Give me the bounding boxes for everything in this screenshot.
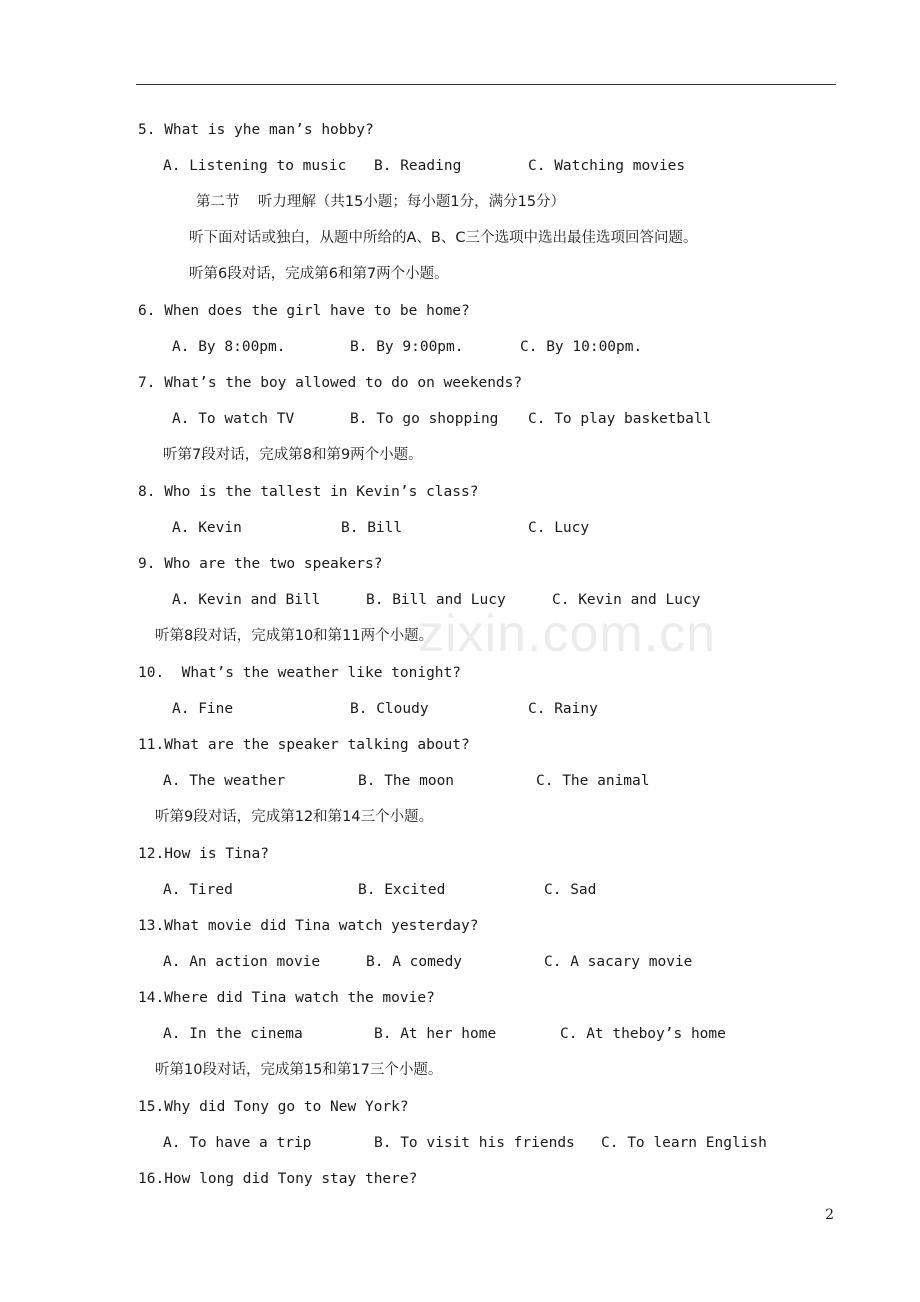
question-7-stem: 7. What’s the boy allowed to do on weekends? bbox=[138, 375, 523, 391]
question-9-option-b: B. Bill and Lucy bbox=[366, 592, 506, 608]
question-14-option-a: A. In the cinema bbox=[163, 1026, 303, 1042]
question-11-option-b: B. The moon bbox=[358, 773, 455, 789]
question-9-option-a: A. Kevin and Bill bbox=[172, 592, 321, 608]
question-12-option-c: C. Sad bbox=[544, 882, 597, 898]
question-10-option-c: C. Rainy bbox=[528, 701, 598, 717]
question-15-option-c: C. To learn English bbox=[601, 1135, 767, 1151]
question-13-option-b: B. A comedy bbox=[366, 954, 463, 970]
dialog-10-intro: 听第10段对话，完成第15和第17三个小题。 bbox=[155, 1062, 443, 1078]
question-10-stem: 10. What’s the weather like tonight? bbox=[138, 665, 462, 681]
dialog-8-intro: 听第8段对话，完成第10和第11两个小题。 bbox=[155, 628, 434, 644]
question-12-option-a: A. Tired bbox=[163, 882, 233, 898]
page-number: 2 bbox=[825, 1207, 834, 1223]
question-16-stem: 16.How long did Tony stay there? bbox=[138, 1171, 418, 1187]
question-15-option-a: A. To have a trip bbox=[163, 1135, 312, 1151]
question-5-option-b: B. Reading bbox=[374, 158, 462, 174]
question-8-option-c: C. Lucy bbox=[528, 520, 590, 536]
question-5-option-c: C. Watching movies bbox=[528, 158, 686, 174]
question-13-stem: 13.What movie did Tina watch yesterday? bbox=[138, 918, 479, 934]
question-8-option-b: B. Bill bbox=[341, 520, 403, 536]
question-15-stem: 15.Why did Tony go to New York? bbox=[138, 1099, 409, 1115]
watermark: zixin.com.cn bbox=[418, 605, 717, 663]
question-14-option-c: C. At theboy’s home bbox=[560, 1026, 726, 1042]
question-6-stem: 6. When does the girl have to be home? bbox=[138, 303, 470, 319]
question-5-stem: 5. What is yhe man’s hobby? bbox=[138, 122, 374, 138]
section-2-title: 第二节 听力理解（共15小题；每小题1分，满分15分） bbox=[196, 194, 566, 210]
question-10-option-b: B. Cloudy bbox=[350, 701, 429, 717]
question-7-option-b: B. To go shopping bbox=[350, 411, 499, 427]
question-5-option-a: A. Listening to music bbox=[163, 158, 347, 174]
question-6-option-c: C. By 10:00pm. bbox=[520, 339, 643, 355]
dialog-6-intro: 听第6段对话，完成第6和第7两个小题。 bbox=[189, 266, 449, 282]
question-10-option-a: A. Fine bbox=[172, 701, 234, 717]
question-13-option-a: A. An action movie bbox=[163, 954, 321, 970]
question-7-option-c: C. To play basketball bbox=[528, 411, 712, 427]
question-8-stem: 8. Who is the tallest in Kevin’s class? bbox=[138, 484, 479, 500]
question-6-option-b: B. By 9:00pm. bbox=[350, 339, 464, 355]
dialog-9-intro: 听第9段对话，完成第12和第14三个小题。 bbox=[155, 809, 434, 825]
question-13-option-c: C. A sacary movie bbox=[544, 954, 693, 970]
question-9-stem: 9. Who are the two speakers? bbox=[138, 556, 383, 572]
question-14-option-b: B. At her home bbox=[374, 1026, 497, 1042]
question-11-option-c: C. The animal bbox=[536, 773, 650, 789]
question-7-option-a: A. To watch TV bbox=[172, 411, 295, 427]
dialog-7-intro: 听第7段对话，完成第8和第9两个小题。 bbox=[163, 447, 423, 463]
question-6-option-a: A. By 8:00pm. bbox=[172, 339, 286, 355]
question-12-option-b: B. Excited bbox=[358, 882, 446, 898]
section-2-instruction: 听下面对话或独白，从题中所给的A、B、C三个选项中选出最佳选项回答问题。 bbox=[189, 230, 698, 246]
header-rule bbox=[136, 84, 836, 85]
question-14-stem: 14.Where did Tina watch the movie? bbox=[138, 990, 435, 1006]
question-11-stem: 11.What are the speaker talking about? bbox=[138, 737, 470, 753]
question-8-option-a: A. Kevin bbox=[172, 520, 242, 536]
question-15-option-b: B. To visit his friends bbox=[374, 1135, 575, 1151]
question-11-option-a: A. The weather bbox=[163, 773, 286, 789]
question-12-stem: 12.How is Tina? bbox=[138, 846, 269, 862]
question-9-option-c: C. Kevin and Lucy bbox=[552, 592, 701, 608]
